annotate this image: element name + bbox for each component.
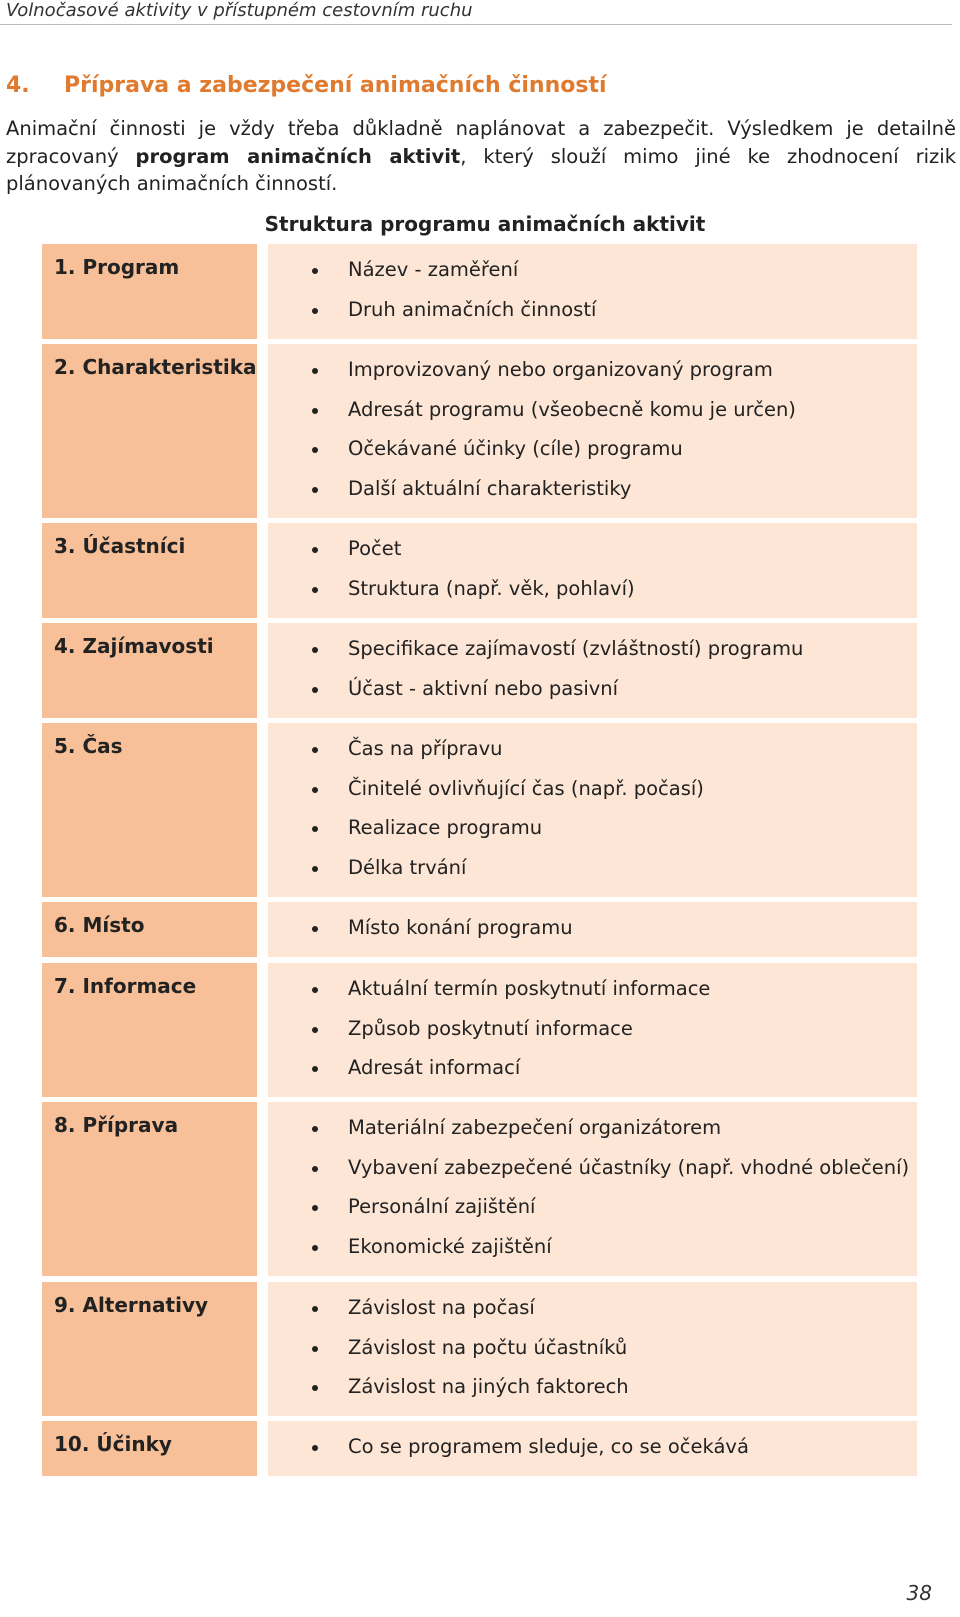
bullet-icon [312,1066,318,1072]
bullet-icon [312,447,318,453]
list-item-text: Závislost na jiných faktorech [348,1375,629,1398]
row-label-cell [42,963,257,1097]
row-label-cell [42,902,257,957]
row-label: 2. Charakteristika [54,355,257,379]
row-label: 4. Zajímavosti [54,634,214,658]
section-title: Příprava a zabezpečení animačních činností [64,73,607,98]
row-items-cell [268,623,917,718]
row-items-cell [268,723,917,897]
table-row [42,244,917,339]
list-item-text: Závislost na počtu účastníků [348,1336,628,1359]
row-label: 9. Alternativy [54,1293,209,1317]
bullet-icon [312,547,318,553]
bullet-icon [312,747,318,753]
header-divider [0,24,952,25]
row-items-cell [268,1282,917,1416]
bullet-icon [312,866,318,872]
list-item-text: Realizace programu [348,816,543,839]
table-row [42,523,917,618]
bullet-icon [312,647,318,653]
table-row [42,723,917,897]
list-item-text: Adresát programu (všeobecně komu je určen) [348,398,796,421]
list-item-text: Účast - aktivní nebo pasivní [348,677,619,700]
bullet-icon [312,1205,318,1211]
list-item-text: Aktuální termín poskytnutí informace [348,977,711,1000]
bullet-icon [312,787,318,793]
row-items-cell [268,1421,917,1476]
list-item-text: Další aktuální charakteristiky [348,477,632,500]
bullet-icon [312,487,318,493]
row-label: 5. Čas [54,734,123,758]
list-item-text: Personální zajištění [348,1195,536,1218]
row-label-cell [42,344,257,518]
list-item-text: Očekávané účinky (cíle) programu [348,437,683,460]
row-label-cell [42,244,257,339]
list-item-text: Činitelé ovlivňující čas (např. počasí) [348,777,704,800]
list-item-text: Specifikace zajímavostí (zvláštností) programu [348,637,804,660]
list-item-text: Čas na přípravu [348,737,503,760]
bullet-icon [312,1126,318,1132]
bullet-icon [312,368,318,374]
row-items-cell [268,523,917,618]
list-item-text: Název - zaměření [348,258,519,281]
row-label: 3. Účastníci [54,534,186,558]
page-number: 38 [906,1581,932,1605]
table-row [42,344,917,518]
section-heading [6,72,607,100]
row-items-cell [268,244,917,339]
list-item-text: Počet [348,537,402,560]
bullet-icon [312,587,318,593]
row-label-cell [42,623,257,718]
list-item-text: Druh animačních činností [348,298,597,321]
list-item-text: Materiální zabezpečení organizátorem [348,1116,722,1139]
list-item-text: Adresát informací [348,1056,521,1079]
table-row [42,1102,917,1276]
row-items-cell [268,1102,917,1276]
table-title: Struktura programu animačních aktivit [264,212,706,236]
row-items-cell [268,902,917,957]
list-item-text: Délka trvání [348,856,467,879]
bullet-icon [312,826,318,832]
list-item-text: Způsob poskytnutí informace [348,1017,633,1040]
row-label-cell [42,1102,257,1276]
section-number: 4. [6,73,30,98]
list-item-text: Místo konání programu [348,916,573,939]
bullet-icon [312,1166,318,1172]
list-item-text: Improvizovaný nebo organizovaný program [348,358,773,381]
table-row [42,902,917,957]
bullet-icon [312,1445,318,1451]
bullet-icon [312,987,318,993]
bullet-icon [312,408,318,414]
list-item-text: Ekonomické zajištění [348,1235,552,1258]
list-item-text: Struktura (např. věk, pohlaví) [348,577,635,600]
running-header: Volnočasové aktivity v přístupném cestovním ruchu [6,0,473,21]
intro-text-1: Animační činnosti je vždy třeba důkladně naplánovat a zabezpečit. Výsledkem je detailně zpracovaný [6,117,956,168]
row-label-cell [42,523,257,618]
row-label: 1. Program [54,255,180,279]
row-label-cell [42,1421,257,1476]
intro-paragraph [6,115,956,198]
list-item-text: Vybavení zabezpečené účastníky (např. vhodné oblečení) [348,1156,910,1179]
bullet-icon [312,926,318,932]
row-label-cell [42,723,257,897]
row-label: 8. Příprava [54,1113,179,1137]
row-label-cell [42,1282,257,1416]
row-label: 10. Účinky [54,1432,172,1456]
table-row [42,1282,917,1416]
bullet-icon [312,1306,318,1312]
bullet-icon [312,1346,318,1352]
list-item-text: Závislost na počasí [348,1296,535,1319]
bullet-icon [312,687,318,693]
bullet-icon [312,268,318,274]
list-item-text: Co se programem sleduje, co se očekává [348,1435,749,1458]
row-label: 6. Místo [54,913,145,937]
bullet-icon [312,308,318,314]
row-items-cell [268,344,917,518]
bullet-icon [312,1027,318,1033]
intro-bold-term: program animačních aktivit [135,144,461,168]
bullet-icon [312,1245,318,1251]
row-label: 7. Informace [54,974,197,998]
table-row [42,623,917,718]
bullet-icon [312,1385,318,1391]
intro-text-2: , který slouží mimo jiné ke zhodnocení rizik plánovaných animačních činností. [6,144,956,195]
table-row [42,963,917,1097]
table-row [42,1421,917,1476]
row-items-cell [268,963,917,1097]
